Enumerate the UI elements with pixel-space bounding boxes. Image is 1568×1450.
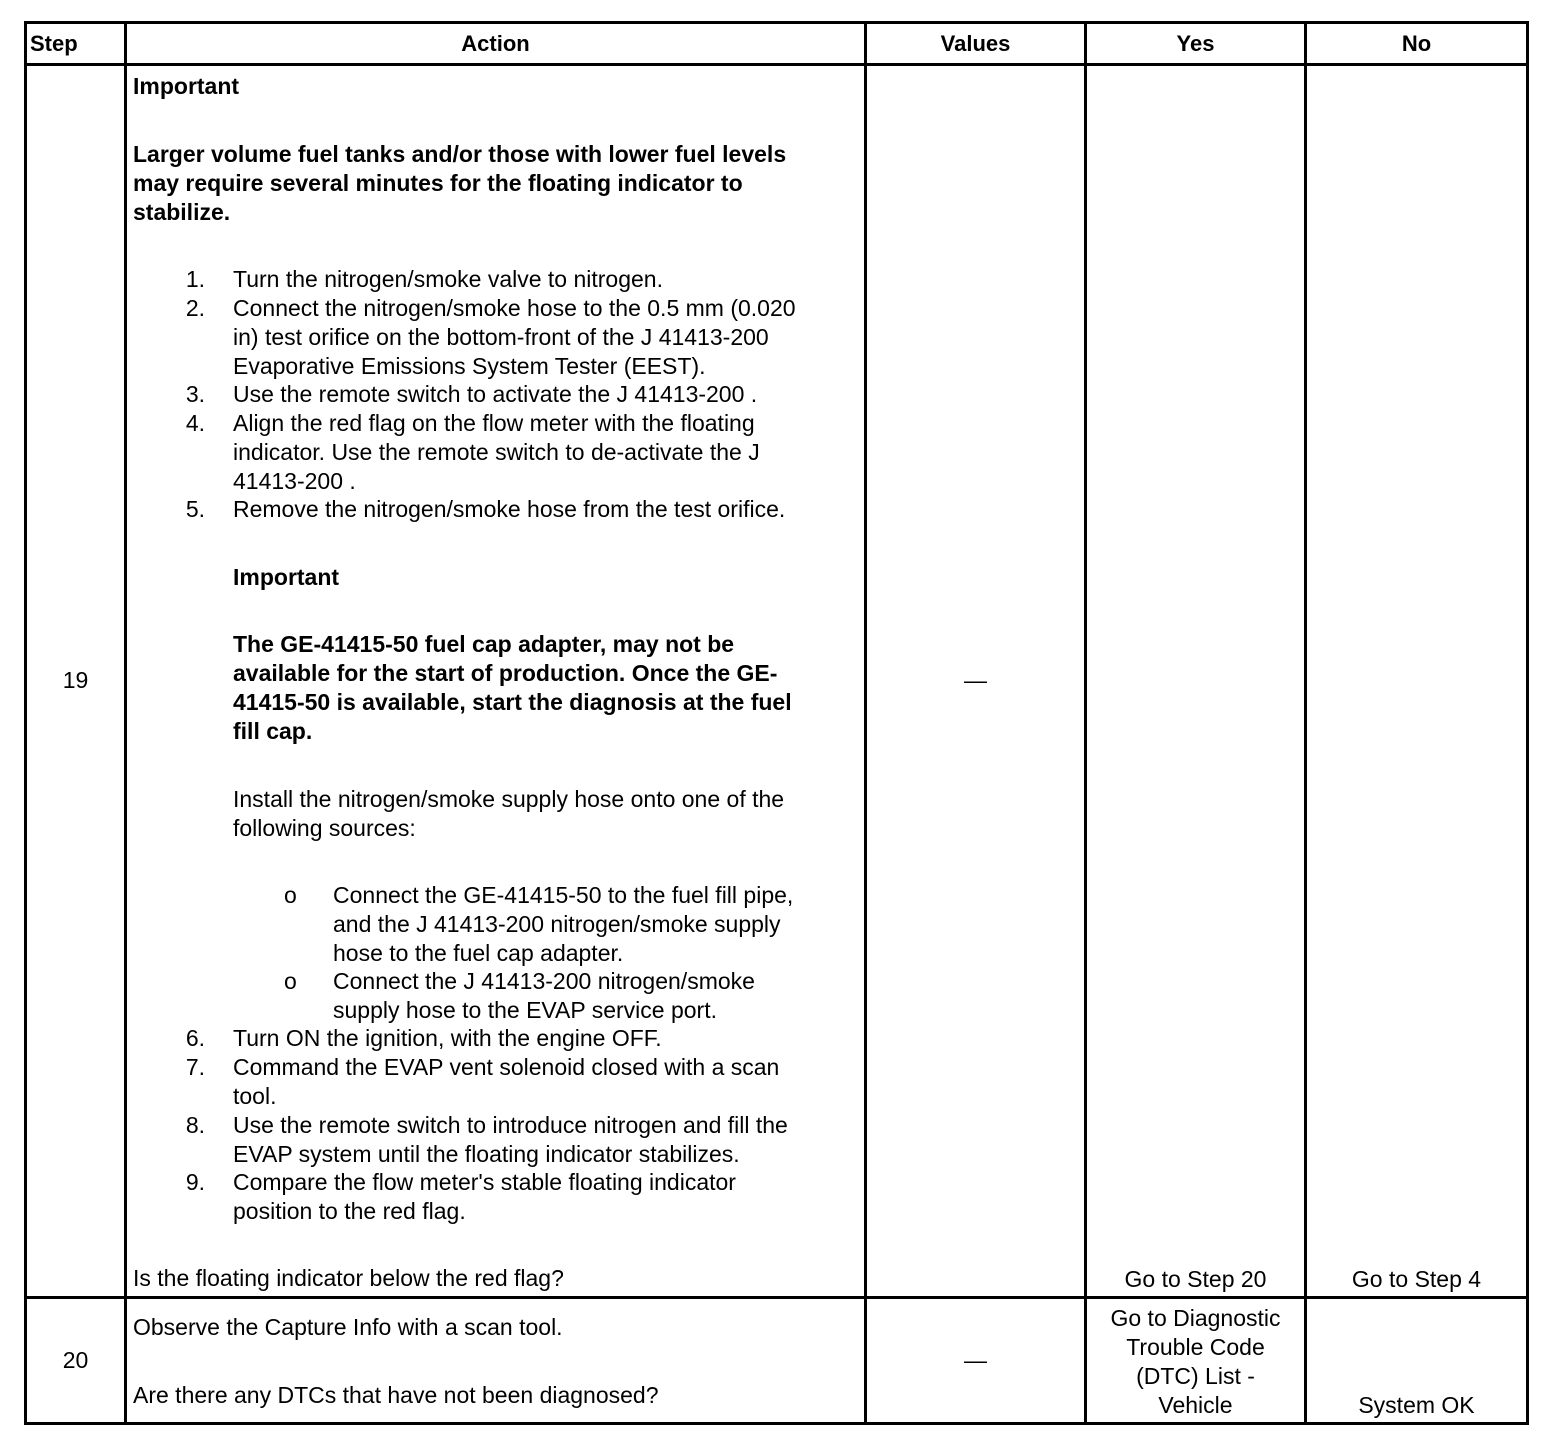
list-item-text: EVAP system until the floating indicator stabilizes. [233,1141,740,1168]
link-line: Go to Diagnostic [1110,1305,1281,1331]
important-text-line: Larger volume fuel tanks and/or those with lower fuel levels [133,141,787,168]
bullet-item-text: supply hose to the EVAP service port. [333,997,717,1024]
list-item-text: in) test orifice on the bottom-front of the J 41413-200 [233,324,769,351]
system-ok-text: System OK [1358,1392,1475,1418]
question-text: Is the floating indicator below the red flag? [133,1265,564,1292]
list-number: 3. [185,381,205,408]
list-number: 2. [185,295,205,322]
link-line: Trouble Code [1126,1334,1265,1360]
list-item-text: position to the red flag. [233,1198,466,1225]
important-text-line: may require several minutes for the floating indicator to [133,170,743,197]
list-item-text: Evaporative Emissions System Tester (EEST). [233,353,706,380]
important-text-line: stabilize. [133,199,231,226]
bullet-marker: o [284,882,297,909]
action-cell [126,65,866,1298]
bullet-item-text: Connect the GE-41415-50 to the fuel fill pipe, [333,882,794,909]
list-number: 9. [185,1169,205,1196]
question-text: Are there any DTCs that have not been diagnosed? [133,1381,659,1408]
diagnostic-table [24,21,1529,1425]
list-item-text: Remove the nitrogen/smoke hose from the test orifice. [233,496,786,523]
action-cell [126,1297,866,1423]
values-cell: — [866,65,1086,1298]
list-number: 5. [185,496,205,523]
list-item-text: Command the EVAP vent solenoid closed with a scan [233,1054,780,1081]
important-text-line: available for the start of production. Once the GE- [233,660,778,687]
list-number: 8. [185,1112,205,1139]
bullet-item-text: Connect the J 41413-200 nitrogen/smoke [333,968,755,995]
header-yes: Yes [1086,23,1306,65]
list-item-text: tool. [233,1083,277,1110]
dtc-list-link[interactable] [1087,1304,1304,1422]
header-values: Values [866,23,1086,65]
header-no: No [1306,23,1528,65]
table-row-step-20 [26,1297,1528,1423]
install-text-line: following sources: [233,815,416,842]
no-cell [1306,1297,1528,1423]
list-item-text: Compare the flow meter's stable floating indicator [233,1169,736,1196]
table-row-step-19 [26,65,1528,1298]
install-text-line: Install the nitrogen/smoke supply hose onto one of the [233,786,785,813]
bullet-item-text: hose to the fuel cap adapter. [333,940,624,967]
list-item-text: Use the remote switch to introduce nitrogen and fill the [233,1112,788,1139]
header-action: Action [126,23,866,65]
important-heading: Important [233,564,340,591]
list-item-text: Turn the nitrogen/smoke valve to nitrogen. [233,266,663,293]
list-item-text: Align the red flag on the flow meter with the floating [233,410,755,437]
step-number: 19 [26,65,126,1298]
list-number: 7. [185,1054,205,1081]
important-text-line: fill cap. [233,718,313,745]
bullet-item-text: and the J 41413-200 nitrogen/smoke supply [333,911,781,938]
list-item-text: Connect the nitrogen/smoke hose to the 0.5 mm (0.020 [233,295,796,322]
list-item-text: Use the remote switch to activate the J 41413-200 . [233,381,758,408]
yes-cell [1086,1297,1306,1423]
list-item-text: 41413-200 . [233,468,356,495]
action-content [127,66,864,1296]
no-cell [1306,65,1528,1298]
list-item-text: Turn ON the ignition, with the engine OFF. [233,1025,662,1052]
action-text: Observe the Capture Info with a scan tool. [133,1313,563,1340]
action-content [127,1299,864,1422]
bullet-marker: o [284,968,297,995]
important-text-line: The GE-41415-50 fuel cap adapter, may not be [233,631,735,658]
important-text-line: 41415-50 is available, start the diagnosis at the fuel [233,689,792,716]
list-number: 4. [185,410,205,437]
values-cell: — [866,1297,1086,1423]
go-to-step-4-link[interactable]: Go to Step 4 [1351,1265,1482,1292]
important-heading: Important [133,73,240,100]
header-step: Step [26,23,126,65]
list-number: 1. [185,266,205,293]
link-line: Vehicle [1158,1392,1233,1418]
link-line: (DTC) List - [1136,1363,1255,1389]
list-number: 6. [185,1025,205,1052]
yes-cell [1086,65,1306,1298]
go-to-step-20-link[interactable]: Go to Step 20 [1124,1265,1267,1292]
header-row [26,23,1528,65]
list-item-text: indicator. Use the remote switch to de-activate the J [233,439,760,466]
step-number: 20 [26,1297,126,1423]
